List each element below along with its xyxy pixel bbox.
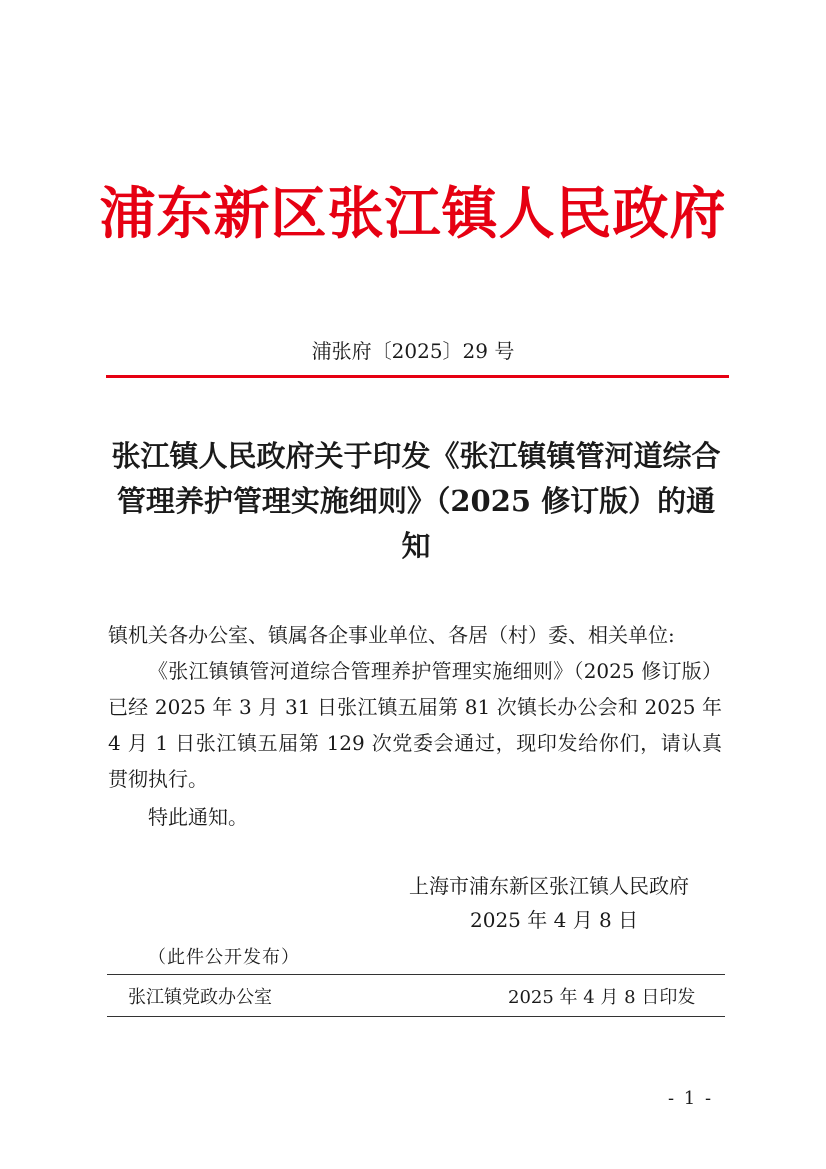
masthead-title: 浦东新区张江镇人民政府 [99, 181, 727, 247]
footer-bottom-divider [107, 1016, 725, 1017]
red-divider [106, 375, 729, 378]
footer-top-divider [107, 974, 725, 975]
issue-date: 2025 年 4 月 8 日印发 [508, 987, 696, 1008]
notice-title: 张江镇人民政府关于印发《张江镇镇管河道综合管理养护管理实施细则》（2025 修订版）的通知 [111, 439, 721, 563]
issuer-office: 张江镇党政办公室 [128, 987, 272, 1008]
closing-line: 特此通知。 [148, 805, 248, 829]
salutation: 镇机关各办公室、镇属各企事业单位、各居（村）委、相关单位: [108, 623, 675, 647]
public-release-note: （此件公开发布） [148, 947, 300, 968]
document-number: 浦张府〔2025〕29 号 [311, 339, 515, 363]
page-number: - 1 - [668, 1088, 714, 1109]
body-paragraph: 《张江镇镇管河道综合管理养护管理实施细则》（2025 修订版）已经 2025 年 3 月 31 日张江镇五届第 81 次镇长办公会和 2025 年 4 月 1 日张江镇五届第 129 次党委会通过，现印发给你们，请认真贯彻执行。 [108, 659, 722, 791]
signature-date: 2025 年 4 月 8 日 [470, 908, 639, 932]
signature-organization: 上海市浦东新区张江镇人民政府 [409, 874, 689, 898]
